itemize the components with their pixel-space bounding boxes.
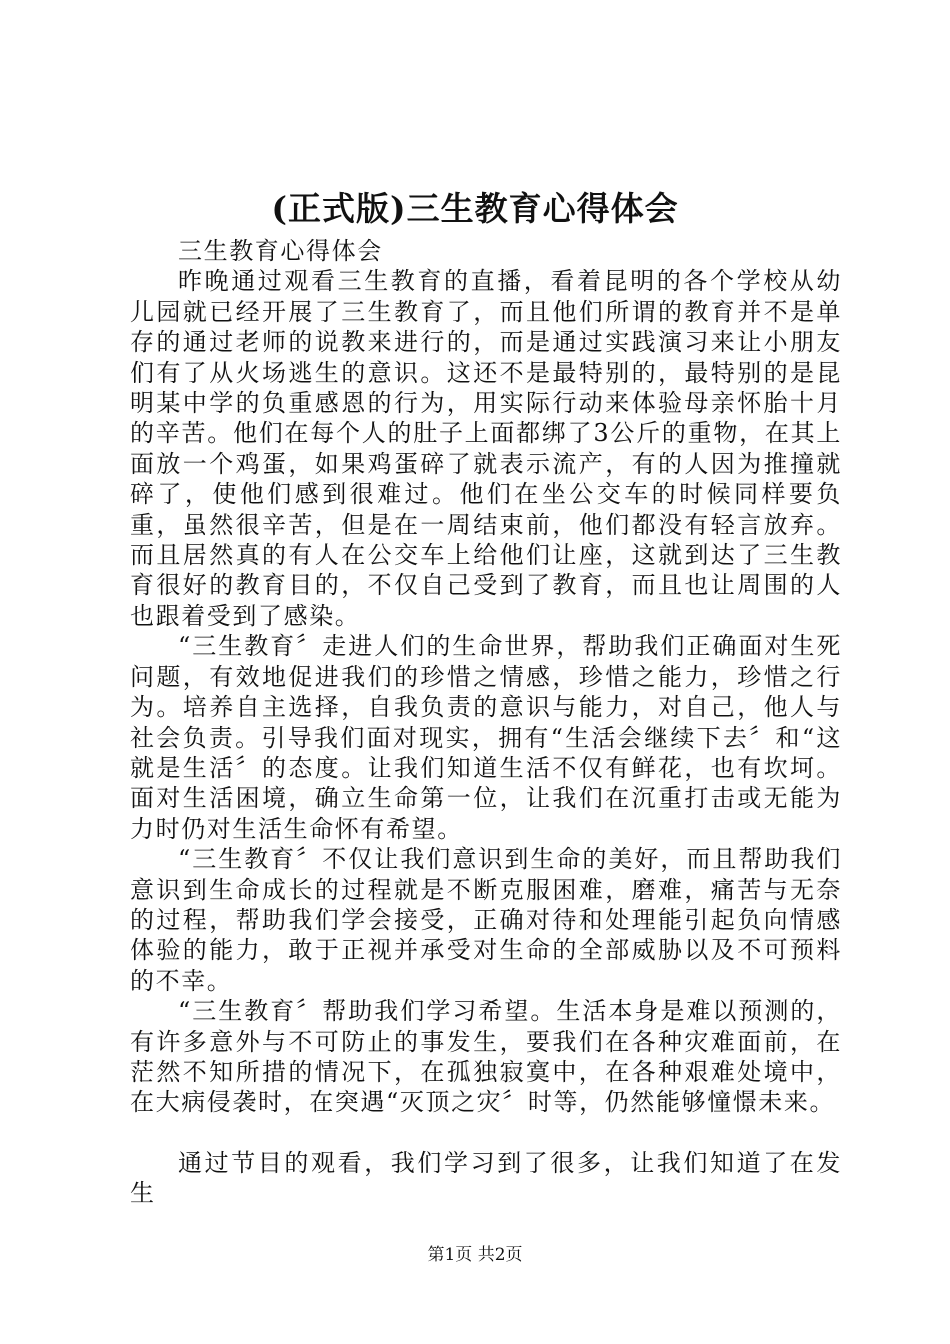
page-number: 第1页 共2页 — [427, 1245, 523, 1265]
document-body — [130, 236, 842, 1209]
paragraph: “三生教育〞帮助我们学习希望。生活本身是难以预测的，有许多意外与不可防止的事发生，要我们在各种灾难面前，在茫然不知所措的情况下，在孤独寂寞中，在各种艰难处境中，在大病侵袭时，在突遇“灭顶之灾〞时等，仍然能够憧憬未来。 — [130, 997, 842, 1117]
paragraph: 昨晚通过观看三生教育的直播，看着昆明的各个学校从幼儿园就已经开展了三生教育了，而且他们所谓的教育并不是单存的通过老师的说教来进行的，而是通过实践演习来让小朋友们有了从火场逃生的意识。这还不是最特别的，最特别的是昆明某中学的负重感恩的行为，用实际行动来体验母亲怀胎十月的辛苦。他们在每个人的肚子上面都绑了3公斤的重物，在其上面放一个鸡蛋，如果鸡蛋碎了就表示流产，有的人因为推撞就碎了，使他们感到很难过。他们在坐公交车的时候同样要负重，虽然很辛苦，但是在一周结束前，他们都没有轻言放弃。而且居然真的有人在公交车上给他们让座，这就到达了三生教育很好的教育目的，不仅自己受到了教育，而且也让周围的人也跟着受到了感染。 — [130, 267, 842, 630]
paragraph: 通过节目的观看，我们学习到了很多，让我们知道了在发生 — [130, 1148, 842, 1208]
paragraph: “三生教育〞走进人们的生命世界，帮助我们正确面对生死问题，有效地促进我们的珍惜之情感，珍惜之能力，珍惜之行为。培养自主选择，自我负责的意识与能力，对自己，他人与社会负责。引导我们面对现实，拥有“生活会继续下去〞和“这就是生活〞的态度。让我们知道生活不仅有鲜花，也有坎坷。面对生活困境，确立生命第一位，让我们在沉重打击或无能为力时仍对生活生命怀有希望。 — [130, 632, 842, 843]
document-title: (正式版)三生教育心得体会 — [271, 189, 679, 228]
subtitle: 三生教育心得体会 — [178, 237, 383, 265]
paragraph: “三生教育〞不仅让我们意识到生命的美好，而且帮助我们意识到生命成长的过程就是不断克服困难，磨难，痛苦与无奈的过程，帮助我们学会接受，正确对待和处理能引起负向情感体验的能力，敢于正视并承受对生命的全部威胁以及不可预料的不幸。 — [130, 845, 842, 995]
